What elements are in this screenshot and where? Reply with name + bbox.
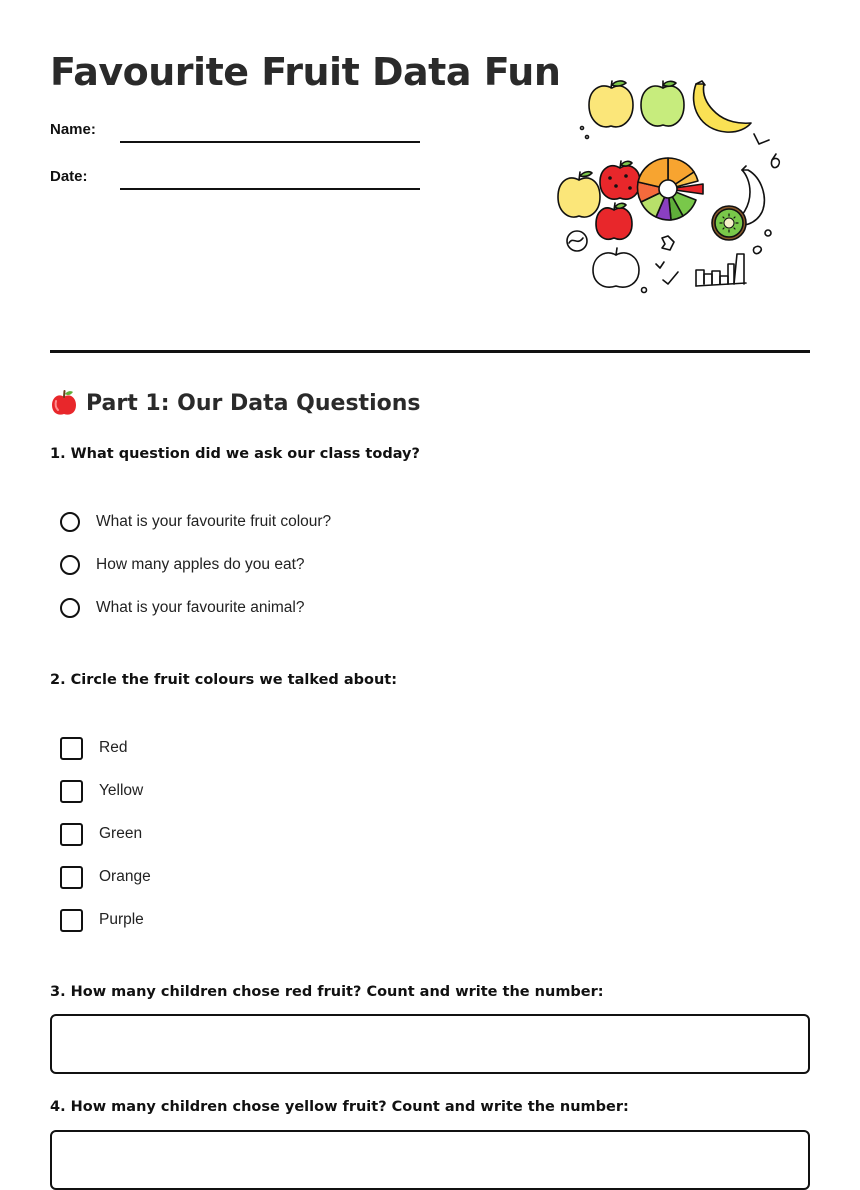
name-label: Name: <box>50 121 96 138</box>
q2-option-green-label: Green <box>99 825 143 842</box>
q2-option-green[interactable] <box>60 821 142 847</box>
bar-graph-doodle-icon <box>696 254 746 286</box>
fruit-illustration <box>550 78 800 303</box>
question-3: 3. How many children chose red fruit? Count and write the number: <box>50 984 604 1000</box>
q3-answer-input[interactable] <box>50 1014 810 1074</box>
q2-option-orange-label: Orange <box>99 868 151 885</box>
question-2: 2. Circle the fruit colours we talked about: <box>50 672 398 688</box>
red-apple-icon <box>600 161 640 199</box>
apple-outline-icon <box>593 248 639 287</box>
q2-option-red-label: Red <box>99 739 128 756</box>
radio-button[interactable] <box>60 555 80 575</box>
q1-option-3[interactable] <box>60 595 304 621</box>
checkbox[interactable] <box>60 737 83 760</box>
question-1: 1. What question did we ask our class today? <box>50 446 420 462</box>
q1-option-2[interactable] <box>60 552 305 578</box>
name-field[interactable] <box>50 121 430 151</box>
banana-icon <box>694 81 751 132</box>
apple-icon <box>50 389 78 417</box>
date-field[interactable] <box>50 168 430 198</box>
checkbox[interactable] <box>60 909 83 932</box>
q4-answer-input[interactable] <box>50 1130 810 1190</box>
yellow-apple-small-icon <box>558 172 600 217</box>
q2-option-red[interactable] <box>60 735 127 761</box>
name-line[interactable] <box>120 141 420 143</box>
pie-chart-icon <box>637 158 703 220</box>
yellow-apple-icon <box>589 81 633 127</box>
q1-option-1[interactable] <box>60 509 331 535</box>
q2-option-yellow[interactable] <box>60 778 143 804</box>
date-label: Date: <box>50 168 88 185</box>
page-title: Favourite Fruit Data Fun <box>50 50 561 94</box>
date-line[interactable] <box>120 188 420 190</box>
radio-button[interactable] <box>60 598 80 618</box>
radio-button[interactable] <box>60 512 80 532</box>
q2-option-yellow-label: Yellow <box>99 782 144 799</box>
q2-option-purple[interactable] <box>60 907 144 933</box>
checkbox[interactable] <box>60 866 83 889</box>
checkbox[interactable] <box>60 780 83 803</box>
q2-option-orange[interactable] <box>60 864 151 890</box>
q1-option-1-label: What is your favourite fruit colour? <box>96 513 332 530</box>
q1-option-3-label: What is your favourite animal? <box>96 599 305 616</box>
checkbox[interactable] <box>60 823 83 846</box>
red-apple-lower-icon <box>596 203 632 239</box>
q1-option-2-label: How many apples do you eat? <box>96 556 305 573</box>
part1-heading-text: Part 1: Our Data Questions <box>86 390 421 416</box>
header-divider <box>50 350 810 353</box>
question-4: 4. How many children chose yellow fruit? Count and write the number: <box>50 1099 629 1115</box>
green-apple-icon <box>641 81 684 126</box>
kiwi-icon <box>712 206 746 240</box>
q2-option-purple-label: Purple <box>99 911 144 928</box>
part1-heading <box>50 389 420 417</box>
